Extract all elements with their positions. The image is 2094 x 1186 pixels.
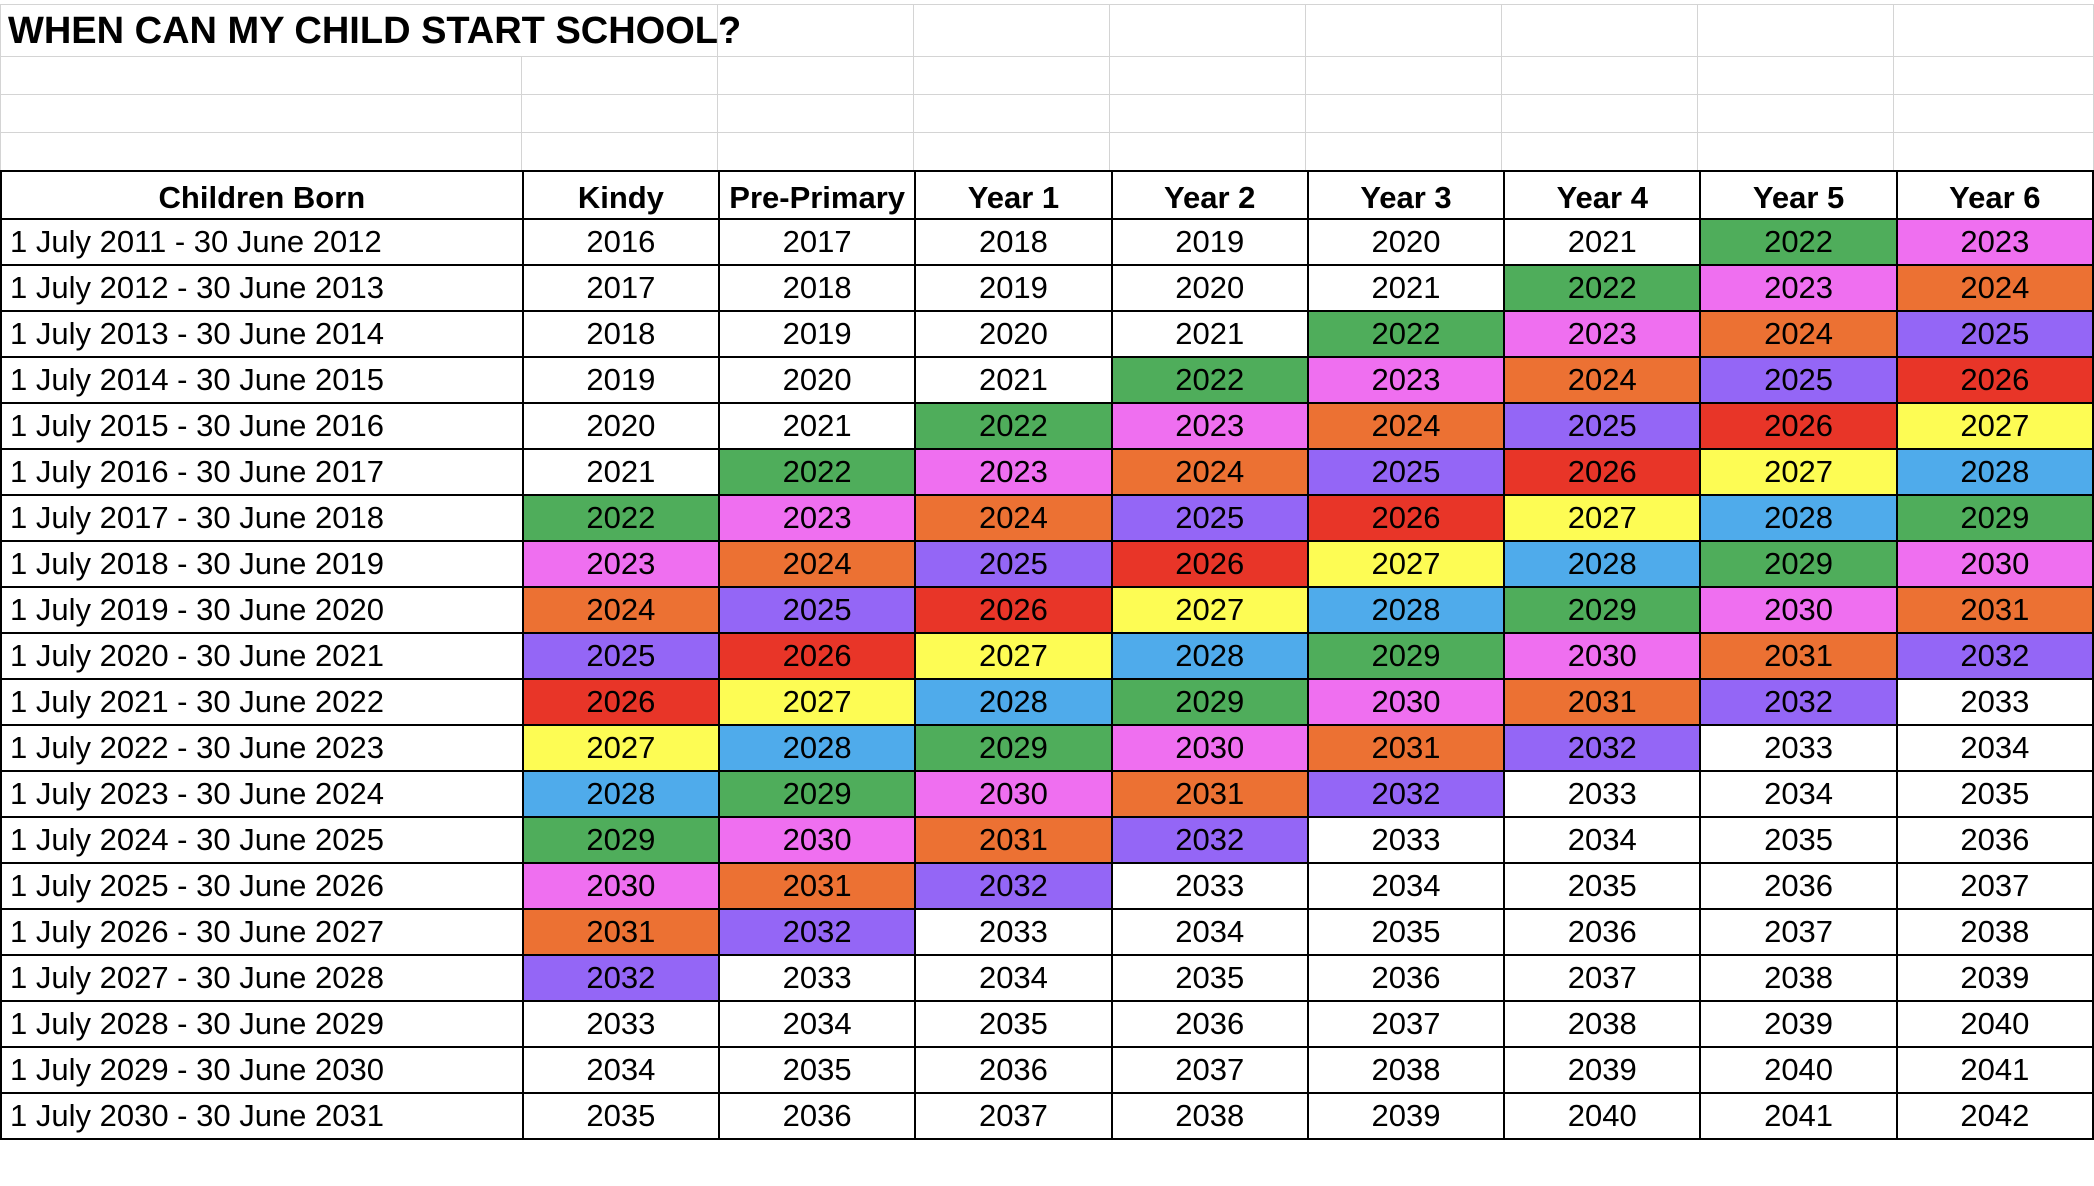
year-cell[interactable]: 2032 [719,909,915,955]
year-cell[interactable]: 2022 [1112,357,1308,403]
year-cell[interactable]: 2023 [523,541,719,587]
year-cell[interactable]: 2034 [1897,725,2093,771]
table-row [1,955,2093,1001]
year-cell[interactable]: 2036 [1700,863,1896,909]
born-range-cell[interactable]: 1 July 2024 - 30 June 2025 [1,817,523,863]
born-range-cell[interactable]: 1 July 2028 - 30 June 2029 [1,1001,523,1047]
year-cell[interactable]: 2027 [915,633,1111,679]
year-cell[interactable]: 2039 [1504,1047,1700,1093]
year-cell[interactable]: 2028 [915,679,1111,725]
year-cell[interactable]: 2034 [523,1047,719,1093]
year-cell[interactable]: 2032 [1700,679,1896,725]
year-cell[interactable]: 2035 [1504,863,1700,909]
year-cell[interactable]: 2036 [1504,909,1700,955]
gridline [0,56,2094,57]
year-cell[interactable]: 2031 [1112,771,1308,817]
year-cell[interactable]: 2030 [1700,587,1896,633]
born-range-cell[interactable]: 1 July 2030 - 30 June 2031 [1,1093,523,1139]
year-cell[interactable]: 2038 [1700,955,1896,1001]
year-cell[interactable]: 2035 [1112,955,1308,1001]
year-cell[interactable]: 2026 [1112,541,1308,587]
year-cell[interactable]: 2022 [1308,311,1504,357]
year-cell[interactable]: 2021 [523,449,719,495]
year-cell[interactable]: 2020 [915,311,1111,357]
year-cell[interactable]: 2025 [523,633,719,679]
table-row [1,1001,2093,1047]
gridline [1501,4,1502,170]
year-cell[interactable]: 2029 [1504,587,1700,633]
year-cell[interactable]: 2030 [1504,633,1700,679]
year-cell[interactable]: 2021 [1112,311,1308,357]
year-cell[interactable]: 2029 [719,771,915,817]
year-cell[interactable]: 2023 [1112,403,1308,449]
column-header[interactable]: Year 3 [1308,171,1504,219]
year-cell[interactable]: 2036 [1112,1001,1308,1047]
header-row [1,171,2093,219]
born-range-cell[interactable]: 1 July 2013 - 30 June 2014 [1,311,523,357]
year-cell[interactable]: 2020 [719,357,915,403]
table-row [1,311,2093,357]
year-cell[interactable]: 2037 [1112,1047,1308,1093]
year-cell[interactable]: 2034 [915,955,1111,1001]
born-range-cell[interactable]: 1 July 2026 - 30 June 2027 [1,909,523,955]
year-cell[interactable]: 2030 [1897,541,2093,587]
year-cell[interactable]: 2021 [915,357,1111,403]
year-cell[interactable]: 2023 [1504,311,1700,357]
year-cell[interactable]: 2027 [1504,495,1700,541]
year-cell[interactable]: 2035 [1700,817,1896,863]
year-cell[interactable]: 2033 [1112,863,1308,909]
year-cell[interactable]: 2017 [523,265,719,311]
year-cell[interactable]: 2028 [1504,541,1700,587]
year-cell[interactable]: 2027 [1112,587,1308,633]
year-cell[interactable]: 2029 [523,817,719,863]
year-cell[interactable]: 2024 [915,495,1111,541]
gridline [913,4,914,170]
year-cell[interactable]: 2022 [719,449,915,495]
year-cell[interactable]: 2016 [523,219,719,265]
year-cell[interactable]: 2028 [1308,587,1504,633]
year-cell[interactable]: 2026 [1700,403,1896,449]
year-cell[interactable]: 2032 [915,863,1111,909]
year-cell[interactable]: 2027 [719,679,915,725]
year-cell[interactable]: 2031 [523,909,719,955]
year-cell[interactable]: 2038 [1504,1001,1700,1047]
born-range-cell[interactable]: 1 July 2020 - 30 June 2021 [1,633,523,679]
year-cell[interactable]: 2018 [719,265,915,311]
table-body [1,219,2093,1139]
year-cell[interactable]: 2034 [1504,817,1700,863]
year-cell[interactable]: 2035 [1897,771,2093,817]
year-cell[interactable]: 2026 [523,679,719,725]
year-cell[interactable]: 2026 [1897,357,2093,403]
born-range-cell[interactable]: 1 July 2014 - 30 June 2015 [1,357,523,403]
born-range-cell[interactable]: 1 July 2012 - 30 June 2013 [1,265,523,311]
year-cell[interactable]: 2025 [1504,403,1700,449]
year-cell[interactable]: 2035 [523,1093,719,1139]
year-cell[interactable]: 2037 [1308,1001,1504,1047]
year-cell[interactable]: 2036 [1897,817,2093,863]
year-cell[interactable]: 2036 [719,1093,915,1139]
year-cell[interactable]: 2026 [915,587,1111,633]
year-cell[interactable]: 2031 [915,817,1111,863]
gridline [1109,4,1110,170]
year-cell[interactable]: 2024 [1112,449,1308,495]
year-cell[interactable]: 2026 [719,633,915,679]
year-cell[interactable]: 2024 [1308,403,1504,449]
year-cell[interactable]: 2021 [1504,219,1700,265]
gridline [0,94,2094,95]
year-cell[interactable]: 2022 [1504,265,1700,311]
table-row [1,357,2093,403]
table-row [1,633,2093,679]
year-cell[interactable]: 2037 [1504,955,1700,1001]
year-cell[interactable]: 2032 [523,955,719,1001]
born-range-cell[interactable]: 1 July 2023 - 30 June 2024 [1,771,523,817]
born-range-cell[interactable]: 1 July 2015 - 30 June 2016 [1,403,523,449]
year-cell[interactable]: 2024 [1504,357,1700,403]
year-cell[interactable]: 2029 [1112,679,1308,725]
year-cell[interactable]: 2033 [1308,817,1504,863]
year-cell[interactable]: 2027 [1897,403,2093,449]
column-header[interactable]: Year 4 [1504,171,1700,219]
year-cell[interactable]: 2025 [1700,357,1896,403]
gridline [0,4,2094,5]
year-cell[interactable]: 2030 [915,771,1111,817]
school-start-table [0,170,2094,1140]
column-header[interactable]: Year 5 [1700,171,1896,219]
year-cell[interactable]: 2035 [915,1001,1111,1047]
column-header-children-born[interactable]: Children Born [1,171,523,219]
year-cell[interactable]: 2026 [1308,495,1504,541]
year-cell[interactable]: 2025 [1308,449,1504,495]
year-cell[interactable]: 2037 [915,1093,1111,1139]
year-cell[interactable]: 2038 [1308,1047,1504,1093]
year-cell[interactable]: 2033 [523,1001,719,1047]
year-cell[interactable]: 2040 [1897,1001,2093,1047]
year-cell[interactable]: 2025 [915,541,1111,587]
year-cell[interactable]: 2018 [523,311,719,357]
table-row [1,1047,2093,1093]
year-cell[interactable]: 2040 [1700,1047,1896,1093]
year-cell[interactable]: 2024 [719,541,915,587]
born-range-cell[interactable]: 1 July 2017 - 30 June 2018 [1,495,523,541]
year-cell[interactable]: 2030 [719,817,915,863]
year-cell[interactable]: 2028 [523,771,719,817]
year-cell[interactable]: 2019 [523,357,719,403]
year-cell[interactable]: 2018 [915,219,1111,265]
table-row [1,909,2093,955]
year-cell[interactable]: 2029 [915,725,1111,771]
year-cell[interactable]: 2030 [1308,679,1504,725]
year-cell[interactable]: 2022 [523,495,719,541]
gridline [0,132,2094,133]
year-cell[interactable]: 2032 [1897,633,2093,679]
year-cell[interactable]: 2034 [1112,909,1308,955]
year-cell[interactable]: 2035 [719,1047,915,1093]
year-cell[interactable]: 2033 [1897,679,2093,725]
year-cell[interactable]: 2027 [523,725,719,771]
year-cell[interactable]: 2031 [1700,633,1896,679]
born-range-cell[interactable]: 1 July 2029 - 30 June 2030 [1,1047,523,1093]
born-range-cell[interactable]: 1 July 2018 - 30 June 2019 [1,541,523,587]
year-cell[interactable]: 2042 [1897,1093,2093,1139]
year-cell[interactable]: 2030 [1112,725,1308,771]
table-row [1,587,2093,633]
year-cell[interactable]: 2036 [1308,955,1504,1001]
year-cell[interactable]: 2033 [915,909,1111,955]
year-cell[interactable]: 2039 [1897,955,2093,1001]
year-cell[interactable]: 2027 [1308,541,1504,587]
year-cell[interactable]: 2039 [1700,1001,1896,1047]
year-cell[interactable]: 2033 [1504,771,1700,817]
gridline [0,4,1,170]
table-row [1,725,2093,771]
year-cell[interactable]: 2022 [1700,219,1896,265]
year-cell[interactable]: 2032 [1112,817,1308,863]
born-range-cell[interactable]: 1 July 2016 - 30 June 2017 [1,449,523,495]
year-cell[interactable]: 2028 [1700,495,1896,541]
year-cell[interactable]: 2034 [719,1001,915,1047]
year-cell[interactable]: 2020 [523,403,719,449]
table-row [1,679,2093,725]
year-cell[interactable]: 2037 [1700,909,1896,955]
column-header[interactable]: Pre-Primary [719,171,915,219]
born-range-cell[interactable]: 1 July 2027 - 30 June 2028 [1,955,523,1001]
year-cell[interactable]: 2019 [1112,219,1308,265]
year-cell[interactable]: 2023 [719,495,915,541]
year-cell[interactable]: 2019 [915,265,1111,311]
year-cell[interactable]: 2027 [1700,449,1896,495]
table-row [1,495,2093,541]
year-cell[interactable]: 2029 [1700,541,1896,587]
year-cell[interactable]: 2038 [1112,1093,1308,1139]
table-row [1,817,2093,863]
year-cell[interactable]: 2024 [523,587,719,633]
year-cell[interactable]: 2030 [523,863,719,909]
year-cell[interactable]: 2034 [1308,863,1504,909]
year-cell[interactable]: 2021 [1308,265,1504,311]
year-cell[interactable]: 2036 [915,1047,1111,1093]
gridline [1893,4,1894,170]
born-range-cell[interactable]: 1 July 2011 - 30 June 2012 [1,219,523,265]
year-cell[interactable]: 2019 [719,311,915,357]
table-row [1,863,2093,909]
year-cell[interactable]: 2032 [1504,725,1700,771]
table-row [1,1093,2093,1139]
year-cell[interactable]: 2032 [1308,771,1504,817]
year-cell[interactable]: 2040 [1504,1093,1700,1139]
year-cell[interactable]: 2029 [1897,495,2093,541]
year-cell[interactable]: 2024 [1700,311,1896,357]
year-cell[interactable]: 2041 [1700,1093,1896,1139]
year-cell[interactable]: 2039 [1308,1093,1504,1139]
gridline [1305,4,1306,170]
year-cell[interactable]: 2023 [1700,265,1896,311]
born-range-cell[interactable]: 1 July 2021 - 30 June 2022 [1,679,523,725]
year-cell[interactable]: 2017 [719,219,915,265]
year-cell[interactable]: 2037 [1897,863,2093,909]
table-row [1,541,2093,587]
year-cell[interactable]: 2033 [719,955,915,1001]
table-row [1,771,2093,817]
year-cell[interactable]: 2020 [1112,265,1308,311]
gridline [521,56,522,170]
year-cell[interactable]: 2028 [1112,633,1308,679]
table-row [1,403,2093,449]
year-cell[interactable]: 2028 [719,725,915,771]
year-cell[interactable]: 2031 [719,863,915,909]
year-cell[interactable]: 2031 [1897,587,2093,633]
year-cell[interactable]: 2041 [1897,1047,2093,1093]
gridline [1697,4,1698,170]
column-header[interactable]: Year 6 [1897,171,2093,219]
column-header[interactable]: Year 1 [915,171,1111,219]
year-cell[interactable]: 2025 [1897,311,2093,357]
column-header[interactable]: Kindy [523,171,719,219]
year-cell[interactable]: 2022 [915,403,1111,449]
year-cell[interactable]: 2025 [719,587,915,633]
table-row [1,219,2093,265]
sheet-title[interactable]: WHEN CAN MY CHILD START SCHOOL? [8,10,742,52]
born-range-cell[interactable]: 1 July 2019 - 30 June 2020 [1,587,523,633]
born-range-cell[interactable]: 1 July 2022 - 30 June 2023 [1,725,523,771]
year-cell[interactable]: 2026 [1504,449,1700,495]
table-row [1,449,2093,495]
year-cell[interactable]: 2031 [1308,725,1504,771]
year-cell[interactable]: 2025 [1112,495,1308,541]
year-cell[interactable]: 2020 [1308,219,1504,265]
year-cell[interactable]: 2028 [1897,449,2093,495]
year-cell[interactable]: 2031 [1504,679,1700,725]
born-range-cell[interactable]: 1 July 2025 - 30 June 2026 [1,863,523,909]
year-cell[interactable]: 2024 [1897,265,2093,311]
year-cell[interactable]: 2023 [1308,357,1504,403]
year-cell[interactable]: 2029 [1308,633,1504,679]
column-header[interactable]: Year 2 [1112,171,1308,219]
year-cell[interactable]: 2021 [719,403,915,449]
year-cell[interactable]: 2035 [1308,909,1504,955]
year-cell[interactable]: 2023 [915,449,1111,495]
year-cell[interactable]: 2023 [1897,219,2093,265]
table-row [1,265,2093,311]
year-cell[interactable]: 2033 [1700,725,1896,771]
year-cell[interactable]: 2038 [1897,909,2093,955]
year-cell[interactable]: 2034 [1700,771,1896,817]
